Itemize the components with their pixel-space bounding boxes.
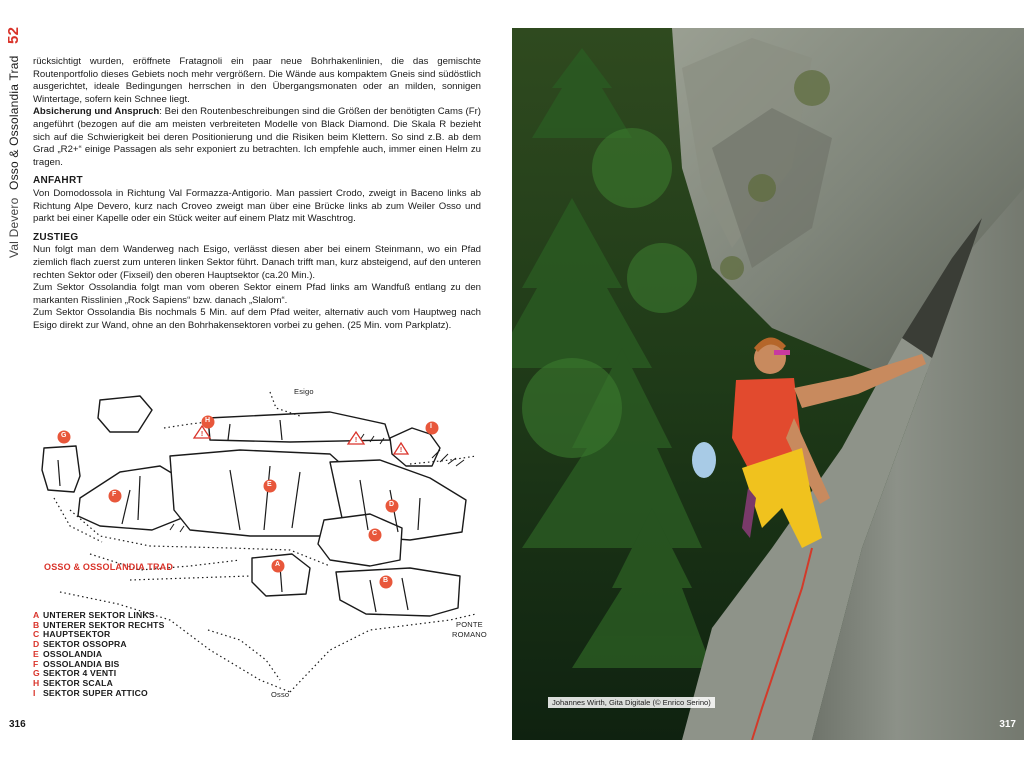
label-osso: Osso [271, 690, 290, 699]
legend-item: A UNTERER SEKTOR LINKS [33, 610, 155, 620]
security-heading: Absicherung und Anspruch [33, 106, 160, 118]
legend-item: B UNTERER SEKTOR RECHTS [33, 619, 165, 630]
paragraph-zustieg-1: Nun folgt man dem Wanderweg nach Esigo, verlässt diesen aber bei einem Steinmann, wo ein Pfad ziemlich flach zuerst zum unteren linken Sektor führt. Danach trifft man, kurz absteigend, auf den unteren rechten Sektor oder (Fixseil) den oberen Hauptsektor (ca.20 Min.). [33, 244, 481, 281]
page-number-left: 316 [9, 719, 26, 730]
security-text: : Bei den Routenbeschreibungen sind die Größen der benötigten Cams (Fr) angeführt (bezogen auf die am meisten verbreiteten Modelle von Black Diamond. Die Skala R bezieht sich auf die Schwierigkeit bei deren Positionierung und die Risiken beim Klettern. So sind z.B. ab dem Grad „R2+“ einige Passagen als sehr exponiert zu betrachten. Ich empfehle auch, immer einen Helm zu tragen. [33, 106, 481, 168]
running-header [0, 0, 24, 270]
legend-item: D SEKTOR OSSOPRA [33, 639, 127, 650]
paragraph-zustieg-2: Zum Sektor Ossolandia folgt man vom oberen Sektor einem Pfad links am Wandfuß entlang zu den markanten Risslinien „Rock Sapiens“ bzw. danach „Slalom“. [33, 282, 481, 306]
paragraph-intro: rücksichtigt wurden, eröffnete Fratagnoli ein paar neue Bohrhakenlinien, die das gemischte Routenportfolio dieses Gebiets noch mehr vergrößern. Die Wände aus kompaktem Gneis sind südöstlich ausgerichtet, ideale Bedingungen herrschen in den Übergangsmonaten oder an milden, sonnigen Wintertage, sofern kein Schnee liegt. [33, 56, 481, 105]
svg-text:!: ! [354, 437, 358, 444]
label-esigo: Esigo [294, 387, 314, 396]
legend-item: F OSSOLANDIA BIS [33, 658, 120, 669]
svg-text:!: ! [200, 431, 204, 438]
marker-d: D [389, 501, 395, 508]
heading-zustieg: ZUSTIEG [33, 231, 79, 243]
legend-item: I SEKTOR SUPER ATTICO [33, 687, 148, 698]
paragraph-zustieg-3: Zum Sektor Ossolandia Bis nochmals 5 Min. auf dem Pfad weiter, alternativ auch vom Hauptweg nach Esigo direkt zur Wand, ohne an den Bohrhakensektoren vorbei zu gehen. (25 Min. vom Parkplatz). [33, 307, 481, 331]
map-title: OSSO & OSSOLANDIA TRAD [44, 562, 174, 572]
svg-text:!: ! [399, 447, 403, 454]
marker-f: F [112, 491, 117, 498]
label-ponte: PONTE [456, 620, 483, 629]
heading-anfahrt: ANFAHRT [33, 175, 83, 187]
right-page [512, 0, 1024, 768]
marker-h: H [205, 417, 211, 424]
section-name: Val Devero [7, 197, 21, 258]
legend-item: H SEKTOR SCALA [33, 677, 114, 688]
chapter-name: Osso & Ossolandia Trad [7, 55, 21, 190]
marker-a: A [275, 561, 281, 568]
climbing-photo [512, 28, 1024, 740]
chapter-page-number: 52 [5, 26, 22, 44]
marker-c: C [372, 530, 378, 537]
marker-i: I [430, 423, 432, 430]
marker-b: B [383, 577, 389, 584]
legend-item: G SEKTOR 4 VENTI [33, 668, 117, 679]
paragraph-security [33, 106, 481, 169]
paragraph-anfahrt: Von Domodossola in Richtung Val Formazza-Antigorio. Man passiert Crodo, zweigt in Baceno links ab Richtung Alpe Devero, kurz nach Croveo zweigt man über eine Brücke links ab zum Weiler Osso und parkt bei einer Kapelle oder ein Stück weiter auf einem Platz mit Waschtrog. [33, 187, 481, 225]
map-legend [33, 611, 165, 698]
page-number-right: 317 [999, 719, 1016, 730]
legend-item: C HAUPTSEKTOR [33, 629, 111, 640]
label-romano: ROMANO [452, 630, 487, 639]
marker-e: E [267, 481, 272, 488]
legend-item: E OSSOLANDIA [33, 648, 103, 659]
marker-g: G [61, 432, 67, 439]
photo-credit: Johannes Wirth, Gita Digitale (© Enrico Serino) [548, 697, 715, 708]
body-text [33, 56, 481, 332]
